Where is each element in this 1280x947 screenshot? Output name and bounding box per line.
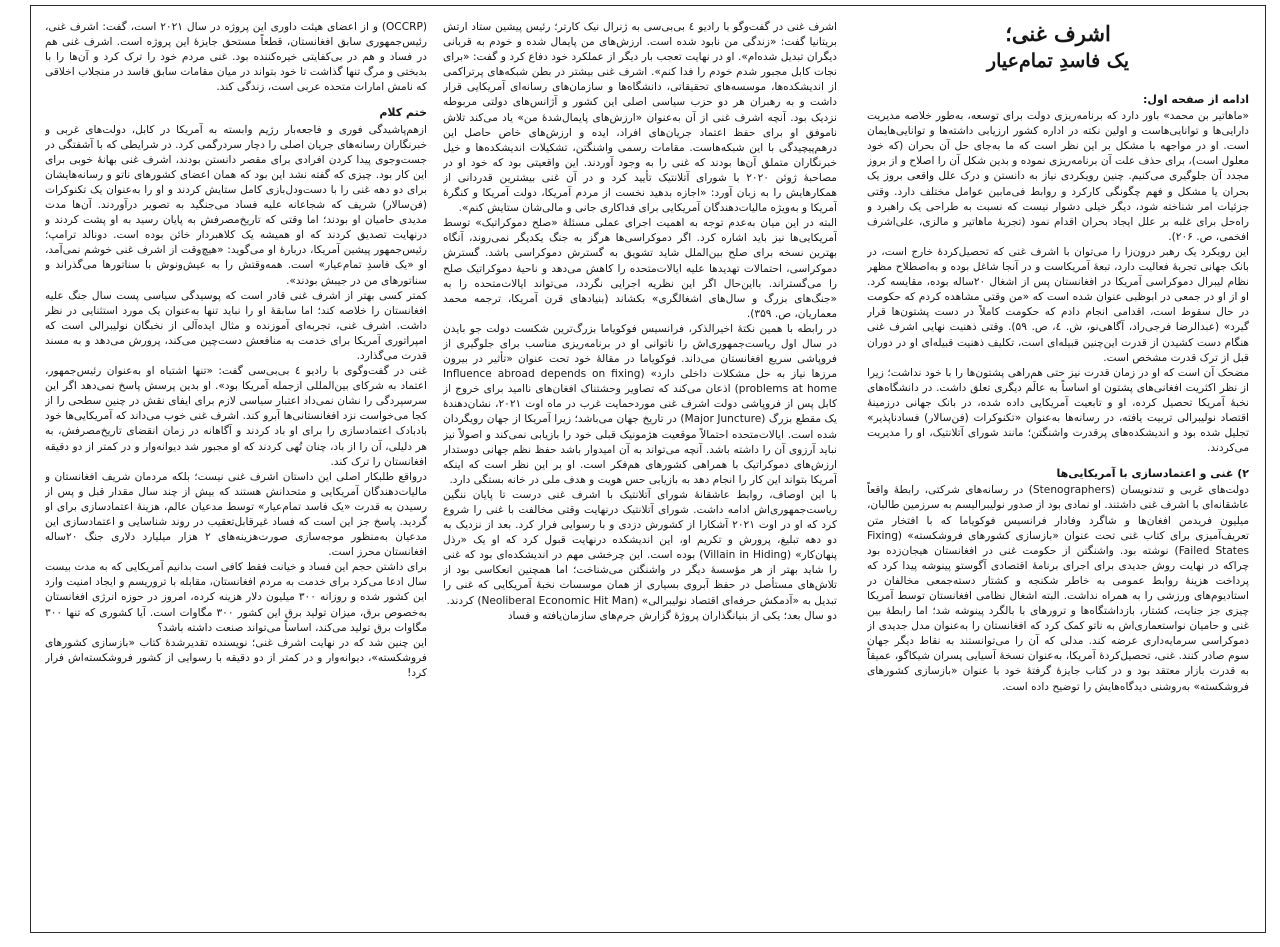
paragraph: در رابطه با همین نکتهٔ اخیرالذکر، فرانسیس فوکویاما بزرگ‌ترین شکست دولت جو بایدن در سال اول ریاست‌جمهوری‌اش را ناتوانی او در برنامه‌ریزی مناسب برای جلوگیری از فروپاشی سریع افغانستان می‌داند. فوکویاما در مقالهٔ خود تحت عنوان «تأثیر در بیرون مرزها نیاز به حل مشکلات داخلی دارد» (Influence abroad depends on fixing problems at home) اذعان می‌کند که تصاویر وحشتناک افغان‌های ناامید برای خروج از کابل پس از فروپاشی دولت اشرف غنی مورد‌حمایت غرب در ماه اوت ۲۰۲۱، نشان‌دهندهٔ یک مقطع بزرگ (Major Juncture) در تاریخ جهان می‌باشد؛ زیرا آمریکا از جهان رویگردان شده است. ایالات‌متحده احتمالاً موقعیت هژمونیک قبلی خود را بازیابی نمی‌کند و اصولاً نیز نباید آرزوی آن را داشته باشد. آنچه می‌تواند به آن امیدوار باشد حفظ نظم جهانی دوستدار ارزش‌های دموکراتیک با همراهی کشورهای هم‌فکر است. او بر این نظر است که اینکه آمریکا بتواند این کار را انجام دهد به بازیابی حس هویت و هدف ملی در خانه بستگی دارد. [443, 322, 837, 486]
paragraph: کمتر کسی بهتر از اشرف غنی قادر است که پوسیدگی سیاسی پست سال جنگ علیه افغانستان را خلاصه کند؛ اما سابقهٔ او را نباید تنها به‌عنوان یک مورد استثنایی در نظر داشت. اشرف غنی، تجربه‌ای آموزنده و مثال ایده‌آلی از نخبگان نولیبرالی است که امپراتوری آمریکا برای خدمت به منافعش دست‌چین می‌کند، پرورش می‌دهد و به مسند قدرت می‌گذارد. [45, 289, 427, 362]
paragraph: مضحک آن است که او در زمان قدرت نیز حتی هم‌راهی پشتون‌ها را با خود نداشت؛ زیرا از نظر اکثریت افغانی‌های پشتون او اساساً به عالَم دیگری تعلق داشت. در دانشگاه‌های نخبهٔ آمریکا تحصیل کرده، او و تابعیت آمریکایی داده شده، در بانک جهانی درزمینهٔ اقتصاد نولیبرالی تربیت یافته، در رسانه‌ها به‌عنوان «تکنوکرات (فن‌سالار) فسادناپذیر» تجلیل شده بود و اندیشکده‌های پرقدرت واشنگتن؛ مانند شورای آتلانتیک، او را مدیریت می‌کردند. [867, 366, 1249, 455]
paragraph: البته در این میان به‌عدم توجه به اهمیت اجرای عملی مسئلهٔ «صلح دموکراتیک» توسط آمریکایی‌ها نیز باید اشاره کرد. اگر دموکراسی‌ها هرگز به جنگ یکدیگر نمی‌روند، آنگاه بهترین نسخه برای صلح بین‌الملل شاید تشویق به گسترش دموکراسی باشد. گسترش دموکراسی، احتمالات تهدیدها علیه ایالات‌متحده را کاهش می‌دهد و ناحیهٔ دموکراتیک صلح را می‌گستراند. بااین‌حال اگر این نظریه اجرایی نگردد، می‌تواند ایالات‌متحده را به «جنگ‌های بزرگ و سال‌های اشغالگری» بکشاند (بنیادهای قرن آمریکا، ترجمه محمد معماریان، ص. ۳۵۹). [443, 217, 837, 320]
headline-line-1: اشرف غنی؛ [1005, 21, 1111, 46]
paragraph: ازهم‌پاشیدگی فوری و فاجعه‌بار رژیم وابسته به آمریکا در کابل، دولت‌های غربی و خبرنگاران رسانه‌های جریان اصلی را دچار سردرگمی کرد. در شرایطی که با آشفتگی در جست‌وجوی پیدا کردن افرادی برای مقصر دانستن بودند، اشرف غنی بهانهٔ خوبی برای این کار بود. چیزی که گفته نشد این بود که همان اعضای کشورهای ناتو و رسانه‌هایشان برای دو دهه غنی را با دست‌ودل‌بازی کامل ستایش کردند و او را به‌عنوان یک تکنوکرات (فن‌سالار) شریف که شجاعانه علیه فساد می‌جنگید به تصویر درآوردند. آن‌ها مدت مدیدی حامیان او بودند؛ اما وقتی که تاریخ‌مصرفش به پایان رسید به او پشت کردند و درنهایت تصدیق کردند که او همیشه یک کلاهبردار خائن بوده است. دونالد ترامپ؛ رئیس‌جمهور پیشین آمریکا، دربارهٔ او می‌گوید: «هیچ‌وقت از اشرف غنی خوشم نمی‌آمد، او «یک فاسدِ تمام‌عیار» است. همه‌وقتش را به عیش‌ونوش با سناتورها می‌گذراند و سناتورهای من در جیبش بودند». [45, 123, 427, 287]
section-heading: ۲) غنی و اعتمادسازی با آمریکایی‌ها [1056, 467, 1249, 481]
paragraph: این چنین شد که در نهایت اشرف غنی؛ نویسنده تقدیرشدهٔ کتاب «بازسازی کشورهای فروشکسته»، دیوانه‌وار و در کمتر از دو دقیقه با رسوایی از کشور فروشکسته‌اش فرار کرد! [45, 636, 427, 679]
paragraph: (OCCRP) و از اعضای هیئت داوری این پروژه در سال ۲۰۲۱ است، گفت: اشرف غنی، رئیس‌جمهوری سابق افغانستان، قطعاً مستحق جایزهٔ این پروژه است. اشرف غنی هم در فساد و هم در بی‌کفایتی خیره‌کننده بود. غنی مردم خود را ترک کرد و آن‌ها را با بدبختی و مرگ تنها گذاشت تا خود بتواند در میان مقامات سابق فاسد در منجلاب اخلاقی که نامش امارات متحده عربی است، زندگی کند. [45, 21, 427, 94]
column-left [45, 20, 427, 920]
continued-label: ادامه از صفحه اول: [1143, 93, 1249, 106]
paragraph: دو سال بعد؛ یکی از بنیانگذاران پروژهٔ گزارش جرم‌های سازمان‌یافته و فساد [507, 609, 837, 622]
article-headline [867, 20, 1249, 74]
column-middle [443, 20, 837, 920]
paragraph: درواقع طلبکار اصلی این داستان اشرف غنی نیست؛ بلکه مردمان شریف افغانستان و مالیات‌دهندگان آمریکایی و متحدانش هستند که بیش از چند سال مقدار قبل و پس از رسیدن به قدرت «یک فاسد تمام‌عیار» توسط مدعیان عالم، هزینهٔ اعتمادسازی برای او گردید. پاسخ جز این است که فساد غیرقابل‌تعقیب در روند شناسایی و اعتمادسازی این مدعیان به‌منظور موجه‌سازی صورت‌هزینه‌های ۲ هزار میلیارد دلاری جنگ ۲۰ساله افغانستان محرز است. [45, 470, 427, 559]
paragraph: با این اوصاف، روابط عاشقانهٔ شورای آتلانتیک با اشرف غنی درست تا پایان ننگین ریاست‌جمهوری‌اش ادامه داشت. شورای آتلانتیک درنهایت وقتی مخالفت با غنی را شروع کرد که او در اوت ۲۰۲۱ آشکارا از کشورش دزدی و با رسوایی فرار کرد. بعد از نزدیک به دو دهه تبلیغ، پرورش و تکریم او، این اندیشکده درنهایت قبول کرد که او یک «رذل پنهان‌کار» (Villain in Hiding) بوده است. این چرخشی مهم در اندیشکده‌ای بود که غنی را شاید بهتر از هر مؤسسهٔ دیگر در واشنگتن می‌شناخت؛ اما همچنین انعکاسی بود از تلاش‌های مستأصل در حفظ آبروی بسیاری از همان موسسات نخبهٔ آمریکایی که غنی را تبدیل به «آدمکش حرفه‌ای اقتصاد نولیبرالی» (Neoliberal Economic Hit Man) کردند. [443, 488, 837, 607]
paragraph: برای داشتن حجم این فساد و خیانت فقط کافی است بدانیم آمریکایی که به مدت بیست سال ادعا می‌کرد برای خدمت به مردم افغانستان، مقابله با تروریسم و ایجاد امنیت وارد این کشور شده و روزانه ۳۰۰ میلیون دلار هزینه کرده، امروز در حوزه انرژی افغانستان به‌خصوص برق، میزان تولید برق این کشور ۳۰۰ مگاوات است. آیا کشوری که تنها ۳۰۰ مگاوات برق تولید می‌کند، اساساً می‌تواند صنعت داشته باشد؟ [45, 561, 427, 634]
headline-line-2: یک فاسدِ تمام‌عیار [986, 50, 1130, 72]
paragraph: غنی در گفت‌وگوی با رادیو ٤ بی‌بی‌سی گفت: «تنها اشتباه او به‌عنوان رئیس‌جمهور، اعتماد به شرکای بین‌المللی ازجمله آمریکا بود». او بدین پرسش پاسخ نمی‌دهد اگر این سرسپردگی را نشان نمی‌داد اعتبار سیاسی لازم برای ایفای نقش در چنین سطحی را از کجا می‌خواست نزد افغانستانی‌ها آبرو کند. اشرف غنی خوب می‌داند که آمریکایی‌ها خود بادبادک اعتمادسازی را برای او باد کردند و آگاهانه در زمان انقضای تاریخ‌مصرفش، به هر دلیلی، آن را از باد، چنان تُهی کردند که او مجبور شد دیوانه‌وار و در کمتر از دو دقیقه افغانستان را ترک کند. [45, 365, 427, 468]
paragraph: «ماهاتیر بن محمد» باور دارد که برنامه‌ریزی دولت برای توسعه، به‌طور خلاصه مدیریت دارایی‌ها و توانایی‌هاست و اولین نکته در اداره کشور ارزیابی داشته‌ها و توانایی‌هایمان است. او در مواجهه با مشکل بر این نظر است که ما به‌جای حل آن بحران (که خود معلول است)، برای حذف علت آن برنامه‌ریزی نموده و بدین شکل آن را اصلاح و از بروز مجدد آن جلوگیری می‌کنیم. چنین رویکردی نیاز به دانستن و درک علل واقعی بروز یک بحران یا مشکل و فهم چگونگی کارکرد و روابط فی‌مابین عوامل مختلف دارد. وقتی جزئیات امر شناخته شود، دیگر خیلی دشوار نیست که نسبت به طراحی یک راهبرد و راه‌حل برای غلبه بر علل ایجاد بحران اقدام نمود (تجربهٔ ماهاتیر و مالزی، علی‌اشرف افخمی، ص. ۲۰۶). [867, 110, 1249, 243]
paragraph: این رویکرد یک رهبر درون‌زا را می‌توان با اشرف غنی که تحصیل‌کردهٔ خارج است، در بانک جهانی تجربهٔ فعالیت دارد، تبعهٔ آمریکاست و در آنجا شاغل بوده و به‌اصطلاح مظهر نظام لیبرال دموکراسی آمریکا در افغانستان پس از اشغال ۲۰ساله بوده، مقایسه کرد. او از او در جمعی در ابوظبی عنوان شده است که «من وقتی مشاهده کردم که حکومت در حال سقوط است، اقدامی انجام دادم که حکومت کاملاً در دست پشتون‌ها قرار گیرد» (عبدالرضا فرجی‌راد، آگاهی‌نو، ش. ٤، ص. ۵۹). وقتی ذهنیت نهایی اشرف غنی هنگام دست کشیدن از قدرت این‌چنین قبیله‌ای است، تکلیف ذهنیت قبیله‌ای او در دوران قبل از ترک قدرت مشخص است. [867, 245, 1249, 364]
paragraph: اشرف غنی در گفت‌وگو با رادیو ٤ بی‌بی‌سی به ژنرال نیک کارتر؛ رئیس پیشین ستاد ارتش بریتانیا گفت: «زندگی من نابود شده است. ارزش‌های من پایمال شده و خودم به قربانی دیگران تبدیل شده‌ام». او در نهایت تعجب بار دیگر از عملکرد خود دفاع کرد و گفت: «برای نجات کابل مجبور شدم خودم را فدا کنم». اشرف غنی بیشتر در بطن شبکه‌های پرتراکمی از اندیشکده‌ها، موسسه‌های تحقیقاتی، دانشگاه‌ها و سازمان‌های رسانه‌ای آمریکایی قرار داشت و به رهبران هر دو حزب سیاسی اصلی این کشور و آژانس‌های دولتی مربوطه نزدیک بود. آنچه اشرف غنی از آن به‌عنوان «ارزش‌های پایمال‌شدهٔ من» یاد می‌کند تلاش ناموفق او برای حفظ اعتماد جریان‌های افراد، ایده و ارزش‌های خاص حاصل این درهم‌پیچیدگی با این شبکه‌هاست. مقامات رسمی واشنگتن، تشکیلات اندیشکده‌ها و خیل خبرنگاران متملق آن‌ها بودند که غنی را به وجود آوردند. این واقعیتی بود که خود او در مصاحبهٔ ژوئن ۲۰۲۰ با شورای آتلانتیک تأیید کرد و در آن غنی بیشترین قدردانی از همکارهایش را به زبان آورد: «اجازه بدهید نخست از مردم آمریکا، دولت آمریکا و کنگرهٔ آمریکا و به‌ویژه مالیات‌دهندگان آمریکایی برای فداکاری جانی و مالی‌شان ستایش کنم». [443, 21, 837, 215]
column-right [867, 20, 1249, 920]
section-heading: ختم کلام [379, 106, 427, 120]
paragraph: دولت‌های غربی و تندنویسان (Stenographers) در رسانه‌های شرکتی، رابطهٔ واقعاً عاشقانه‌ای با اشرف غنی داشتند. او نمادی بود از صدور نولیبرالیسم به سرزمین طالبان، میلیون فریدمن افغان‌ها و شاگرد وفادار فرانسیس فوکویاما که با افتخار متن تعریف‌آمیزی برای کتاب غنی تحت عنوان «بازسازی کشورهای فروشکسته» (Fixing Failed States) نوشته بود. واشنگتن از حکومت غنی در افغانستان هیجان‌زده بود چراکه در نهایت روش جدیدی برای اجرای برنامهٔ اقتصادی آگوستو پینوشه پیدا کرد که پرداخت هزینهٔ روابط عمومی به خاطر شکنجه و کشتار دسته‌جمعی مخالفان در استادیوم‌های ورزشی را به همراه نداشت. البته اشغال نظامی افغانستان توسط آمریکا چیزی جز جنایت، کشتار، بازداشتگاه‌ها و ترورهای با بالگرد پینوشه شد؛ اما رابطهٔ بین غنی و حامیان نواستعماری‌اش به ناتو کمک کرد که افغانستان را به‌عنوان مدل جدیدی از دموکراسی سرمایه‌داری عرضه کند. مدلی که آن را می‌توانستند به نقاط دیگر جهان سوم صادر کنند. غنی، تحصیل‌کردهٔ آمریکا، به‌عنوان نسخهٔ آسیایی پسران شیکاگو، عمیقاً به قدرت بازار معتقد بود و در کتاب جایزهٔ گرفتهٔ خود با عنوان «بازسازی کشورهای فروشکسته» به‌روشنی دیدگاه‌هایش را توضیح داده است. [867, 484, 1249, 693]
newspaper-page [30, 5, 1266, 933]
